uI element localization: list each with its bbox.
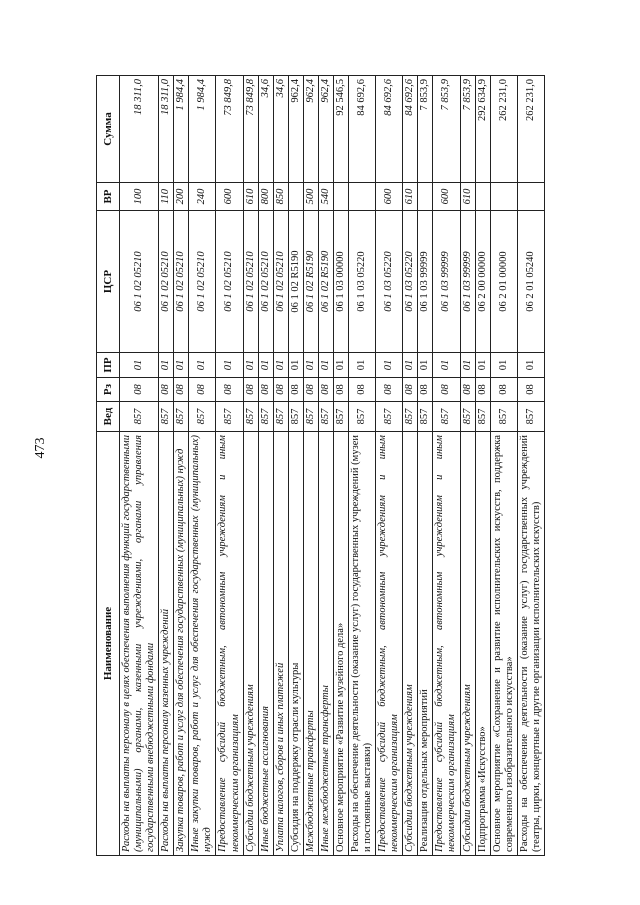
cell-csr: 06 2 01 05240: [517, 211, 544, 353]
table-row: [318, 76, 333, 856]
cell-name: Подпрограмма «Искусство»: [475, 432, 490, 856]
table-row: [333, 76, 348, 856]
cell-vr: 100: [120, 183, 159, 211]
cell-name: Иные бюджетные ассигнования: [258, 432, 273, 856]
cell-name: Предоставление субсидий бюджетным, автономным учреждениям и иным некоммерческим организациям: [216, 432, 243, 856]
table-row: [517, 76, 544, 856]
cell-pr: 01: [349, 353, 376, 378]
table-row: [273, 76, 288, 856]
cell-vr: [333, 183, 348, 211]
header-rz: Рз: [97, 378, 120, 402]
cell-vr: 500: [303, 183, 318, 211]
cell-name: Предоставление субсидий бюджетным, автономным учреждениям и иным некоммерческим организациям: [433, 432, 460, 856]
cell-pr: 01: [433, 353, 460, 378]
cell-ved: 857: [318, 402, 333, 432]
table-row: [376, 76, 403, 856]
table-row: [418, 76, 433, 856]
cell-sum: 84 692,6: [349, 76, 376, 183]
cell-ved: 857: [403, 402, 418, 432]
cell-vr: [349, 183, 376, 211]
table-row: [433, 76, 460, 856]
cell-name: Основное мероприятие «Сохранение и развитие исполнительских искусств, поддержка современного изобразительного искусства»: [490, 432, 517, 856]
cell-ved: 857: [303, 402, 318, 432]
cell-csr: 06 1 02 05210: [258, 211, 273, 353]
cell-csr: 06 1 02 05210: [159, 211, 174, 353]
header-sum: Сумма: [97, 76, 120, 183]
cell-vr: 600: [433, 183, 460, 211]
cell-rz: 08: [333, 378, 348, 402]
cell-vr: 800: [258, 183, 273, 211]
cell-ved: 857: [490, 402, 517, 432]
cell-rz: 08: [273, 378, 288, 402]
header-csr: ЦСР: [97, 211, 120, 353]
cell-name: Расходы на обеспечение деятельности (оказание услуг) государственных учреждений (театры, цирки, концертные и другие организации исполнительских искусств): [517, 432, 544, 856]
cell-pr: 01: [159, 353, 174, 378]
cell-sum: 962,4: [288, 76, 303, 183]
table-row: [288, 76, 303, 856]
cell-csr: 06 1 02 05210: [216, 211, 243, 353]
cell-ved: 857: [273, 402, 288, 432]
cell-pr: 01: [189, 353, 216, 378]
cell-rz: 08: [517, 378, 544, 402]
cell-vr: 540: [318, 183, 333, 211]
cell-vr: [490, 183, 517, 211]
cell-rz: 08: [460, 378, 475, 402]
cell-rz: 08: [189, 378, 216, 402]
cell-csr: 06 1 03 05220: [376, 211, 403, 353]
cell-rz: 08: [403, 378, 418, 402]
cell-vr: 200: [174, 183, 189, 211]
cell-rz: 08: [243, 378, 258, 402]
table-body: [120, 76, 545, 856]
cell-ved: 857: [258, 402, 273, 432]
cell-pr: 01: [418, 353, 433, 378]
cell-sum: 7 853,9: [460, 76, 475, 183]
cell-pr: 01: [120, 353, 159, 378]
table-row: [216, 76, 243, 856]
cell-rz: 08: [349, 378, 376, 402]
table-row: [475, 76, 490, 856]
cell-sum: 262 231,0: [517, 76, 544, 183]
cell-name: Основное мероприятие «Развитие музейного дела»: [333, 432, 348, 856]
table-row: [403, 76, 418, 856]
cell-vr: 610: [243, 183, 258, 211]
cell-vr: 600: [376, 183, 403, 211]
cell-vr: 610: [403, 183, 418, 211]
cell-sum: 34,6: [258, 76, 273, 183]
cell-sum: 7 853,9: [418, 76, 433, 183]
cell-name: Закупка товаров, работ и услуг для обеспечения государственных (муниципальных) нужд: [174, 432, 189, 856]
cell-sum: 1 984,4: [174, 76, 189, 183]
cell-csr: 06 1 03 05220: [349, 211, 376, 353]
cell-name: Межбюджетные трансферты: [303, 432, 318, 856]
cell-vr: 610: [460, 183, 475, 211]
cell-ved: 857: [243, 402, 258, 432]
cell-rz: 08: [216, 378, 243, 402]
cell-csr: 06 1 02 05210: [174, 211, 189, 353]
cell-name: Уплата налогов, сборов и иных платежей: [273, 432, 288, 856]
cell-rz: 08: [120, 378, 159, 402]
header-ved: Вед: [97, 402, 120, 432]
cell-sum: 73 849,8: [216, 76, 243, 183]
cell-pr: 01: [258, 353, 273, 378]
cell-name: Предоставление субсидий бюджетным, автономным учреждениям и иным некоммерческим организациям: [376, 432, 403, 856]
cell-vr: [475, 183, 490, 211]
cell-pr: 01: [318, 353, 333, 378]
cell-name: Субсидия на поддержку отрасли культуры: [288, 432, 303, 856]
cell-pr: 01: [303, 353, 318, 378]
cell-vr: 110: [159, 183, 174, 211]
table-row: [349, 76, 376, 856]
cell-ved: 857: [349, 402, 376, 432]
cell-name: Расходы на выплаты персоналу казенных учреждений: [159, 432, 174, 856]
cell-name: Субсидии бюджетным учреждениям: [460, 432, 475, 856]
cell-ved: 857: [174, 402, 189, 432]
cell-csr: 06 1 02 R5190: [303, 211, 318, 353]
cell-rz: 08: [288, 378, 303, 402]
cell-name: Субсидии бюджетным учреждениям: [243, 432, 258, 856]
header-vr: ВР: [97, 183, 120, 211]
cell-vr: 240: [189, 183, 216, 211]
cell-pr: 01: [490, 353, 517, 378]
budget-table-container: [96, 76, 544, 856]
cell-sum: 292 634,9: [475, 76, 490, 183]
cell-sum: 34,6: [273, 76, 288, 183]
cell-sum: 7 853,9: [433, 76, 460, 183]
cell-rz: 08: [475, 378, 490, 402]
cell-sum: 18 311,0: [120, 76, 159, 183]
cell-vr: [288, 183, 303, 211]
table-row: [303, 76, 318, 856]
table-row: [258, 76, 273, 856]
cell-ved: 857: [475, 402, 490, 432]
cell-vr: 600: [216, 183, 243, 211]
cell-csr: 06 1 02 05210: [273, 211, 288, 353]
cell-ved: 857: [433, 402, 460, 432]
cell-csr: 06 1 02 05210: [120, 211, 159, 353]
cell-name: Иные закупки товаров, работ и услуг для обеспечения государственных (муниципальных) нужд: [189, 432, 216, 856]
cell-csr: 06 2 01 00000: [490, 211, 517, 353]
table-row: [174, 76, 189, 856]
table-header-row: [97, 76, 120, 856]
cell-rz: 08: [376, 378, 403, 402]
table-row: [243, 76, 258, 856]
cell-ved: 857: [517, 402, 544, 432]
cell-rz: 08: [174, 378, 189, 402]
table-row: [189, 76, 216, 856]
cell-pr: 01: [517, 353, 544, 378]
cell-sum: 73 849,8: [243, 76, 258, 183]
cell-csr: 06 1 03 05220: [403, 211, 418, 353]
cell-rz: 08: [159, 378, 174, 402]
cell-ved: 857: [460, 402, 475, 432]
cell-ved: 857: [216, 402, 243, 432]
cell-vr: 850: [273, 183, 288, 211]
cell-ved: 857: [418, 402, 433, 432]
cell-rz: 08: [433, 378, 460, 402]
cell-csr: 06 1 02 05210: [189, 211, 216, 353]
header-name: Наименование: [97, 432, 120, 856]
cell-csr: 06 1 03 00000: [333, 211, 348, 353]
cell-pr: 01: [333, 353, 348, 378]
cell-pr: 01: [273, 353, 288, 378]
cell-pr: 01: [403, 353, 418, 378]
cell-ved: 857: [376, 402, 403, 432]
cell-name: Субсидии бюджетным учреждениям: [403, 432, 418, 856]
cell-pr: 01: [475, 353, 490, 378]
cell-ved: 857: [333, 402, 348, 432]
table-row: [460, 76, 475, 856]
cell-ved: 857: [288, 402, 303, 432]
cell-ved: 857: [120, 402, 159, 432]
budget-table: [96, 75, 545, 856]
cell-sum: 962,4: [318, 76, 333, 183]
cell-name: Иные межбюджетные трансферты: [318, 432, 333, 856]
cell-pr: 01: [216, 353, 243, 378]
cell-name: Реализация отдельных мероприятий: [418, 432, 433, 856]
cell-name: Расходы на обеспечение деятельности (оказание услуг) государственных учреждений (музеи и постоянные выставки): [349, 432, 376, 856]
cell-sum: 84 692,6: [403, 76, 418, 183]
cell-rz: 08: [490, 378, 517, 402]
cell-sum: 262 231,0: [490, 76, 517, 183]
cell-vr: [418, 183, 433, 211]
cell-sum: 92 546,5: [333, 76, 348, 183]
cell-sum: 1 984,4: [189, 76, 216, 183]
cell-sum: 84 692,6: [376, 76, 403, 183]
cell-sum: 962,4: [303, 76, 318, 183]
cell-csr: 06 1 02 R5190: [288, 211, 303, 353]
page-number: 473: [33, 437, 48, 459]
cell-pr: 01: [460, 353, 475, 378]
cell-csr: 06 1 03 99999: [418, 211, 433, 353]
cell-sum: 18 311,0: [159, 76, 174, 183]
table-row: [490, 76, 517, 856]
cell-csr: 06 1 02 R5190: [318, 211, 333, 353]
cell-csr: 06 1 02 05210: [243, 211, 258, 353]
cell-csr: 06 1 03 99999: [433, 211, 460, 353]
cell-pr: 01: [288, 353, 303, 378]
cell-name: Расходы на выплаты персоналу в целях обеспечения выполнения функций государственными (муниципальными) органами, казенными учреждениями, органами управления государственными внебюджетными фондами: [120, 432, 159, 856]
header-pr: ПР: [97, 353, 120, 378]
table-row: [159, 76, 174, 856]
cell-rz: 08: [258, 378, 273, 402]
cell-pr: 01: [376, 353, 403, 378]
cell-pr: 01: [174, 353, 189, 378]
table-row: [120, 76, 159, 856]
cell-rz: 08: [318, 378, 333, 402]
cell-vr: [517, 183, 544, 211]
cell-rz: 08: [418, 378, 433, 402]
cell-ved: 857: [159, 402, 174, 432]
cell-csr: 06 1 03 99999: [460, 211, 475, 353]
cell-rz: 08: [303, 378, 318, 402]
cell-pr: 01: [243, 353, 258, 378]
cell-csr: 06 2 00 00000: [475, 211, 490, 353]
cell-ved: 857: [189, 402, 216, 432]
